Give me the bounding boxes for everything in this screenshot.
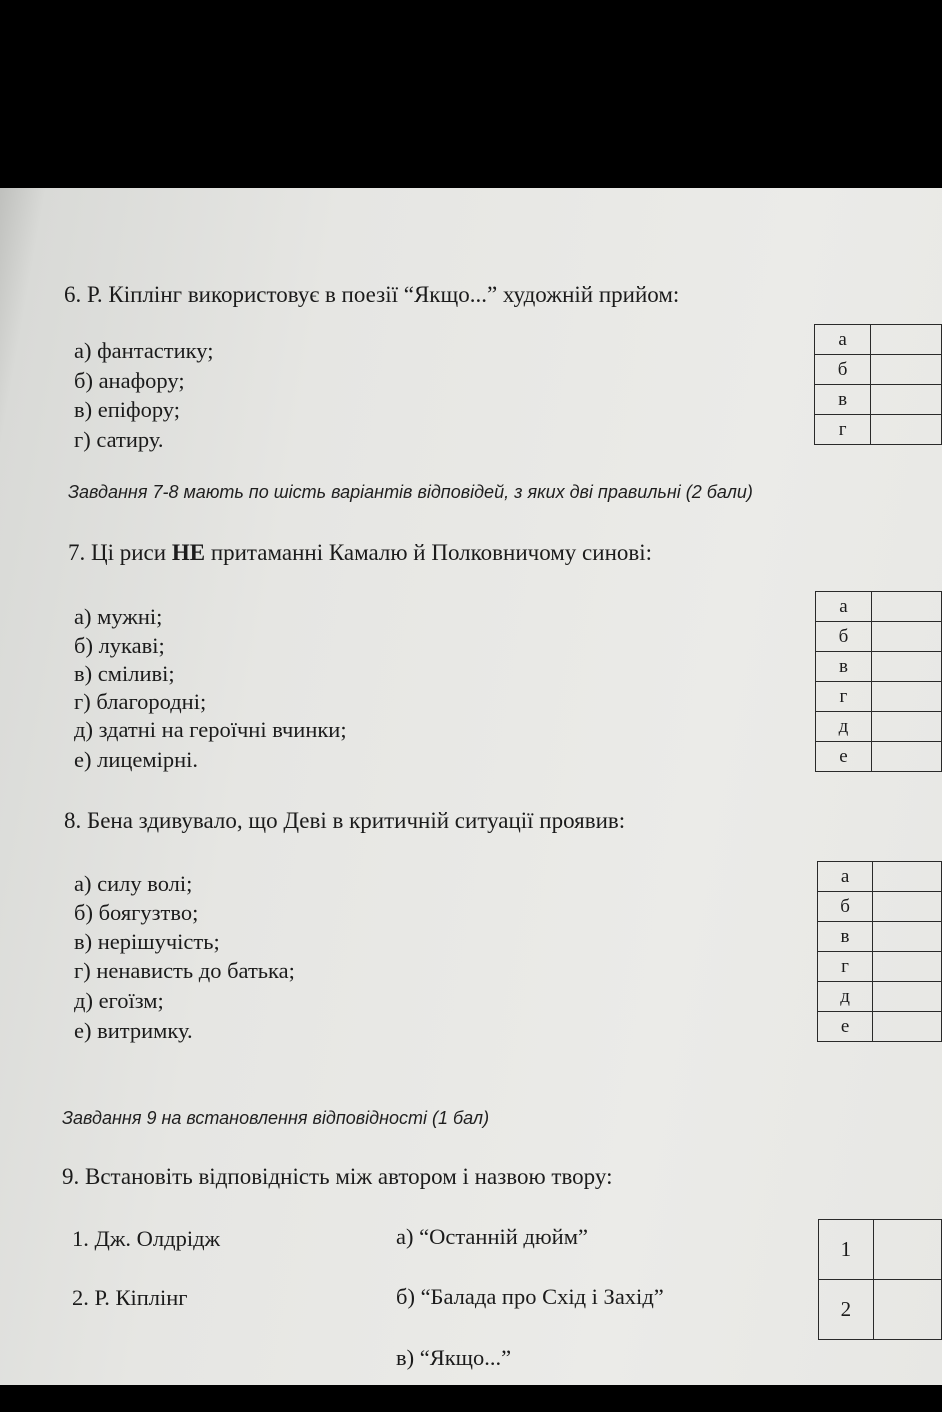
q6-answer-cell[interactable] <box>871 385 942 415</box>
q8-option-a: а) силу волі; <box>74 871 193 896</box>
q6-answer-cell[interactable] <box>871 355 942 385</box>
q6-answer-cell[interactable] <box>871 325 942 355</box>
q7-grid-label: е <box>816 742 872 772</box>
q6-title: 6. Р. Кіплінг використовує в поезії “Якщо...” художній прийом: <box>64 282 680 307</box>
q7-grid-label: в <box>816 652 872 682</box>
q7-answer-cell[interactable] <box>871 742 941 772</box>
q7-grid-label: д <box>816 712 872 742</box>
q8-answer-cell[interactable] <box>873 892 942 922</box>
q7-grid-label: а <box>816 592 872 622</box>
q7-answer-cell[interactable] <box>871 592 941 622</box>
q8-grid-label: а <box>818 862 873 892</box>
q7-answer-cell[interactable] <box>871 652 941 682</box>
q7-title-emphasis: НЕ <box>171 540 206 565</box>
q8-answer-grid <box>817 861 942 1042</box>
q6-grid-label: а <box>815 325 871 355</box>
q7-answer-cell[interactable] <box>871 622 941 652</box>
q8-answer-cell[interactable] <box>873 922 942 952</box>
q7-title-prefix: 7. Ці риси <box>68 540 172 565</box>
q7-grid-label: г <box>816 682 872 712</box>
q7-option-a: а) мужні; <box>74 604 163 629</box>
q7-answer-cell[interactable] <box>871 712 941 742</box>
q9-answer-cell[interactable] <box>873 1280 941 1340</box>
q7-title-suffix: притаманні Камалю й Полковничому синові: <box>205 540 653 565</box>
q9-work-c: в) “Якщо...” <box>396 1345 512 1370</box>
q8-option-e: д) егоїзм; <box>74 988 164 1013</box>
q9-title: 9. Встановіть відповідність між автором і назвою твору: <box>62 1164 613 1189</box>
q8-grid-label: е <box>818 1012 873 1042</box>
q7-answer-cell[interactable] <box>871 682 941 712</box>
q6-answer-grid <box>814 324 942 445</box>
q7-option-d: г) благородні; <box>74 689 207 714</box>
q8-grid-label: г <box>818 952 873 982</box>
q8-answer-cell[interactable] <box>873 952 942 982</box>
q8-grid-label: в <box>818 922 873 952</box>
q9-grid-label: 2 <box>819 1280 874 1340</box>
q7-option-f: е) лицемірні. <box>74 747 199 772</box>
q9-work-a: а) “Останній дюйм” <box>396 1224 588 1249</box>
q7-option-b: б) лукаві; <box>74 633 165 658</box>
q9-work-b: б) “Балада про Схід і Захід” <box>396 1284 664 1309</box>
q8-grid-label: б <box>818 892 873 922</box>
section-9-instructions: Завдання 9 на встановлення відповідності (1 бал) <box>62 1108 490 1128</box>
section-7-8-instructions: Завдання 7-8 мають по шість варіантів відповідей, з яких дві правильні (2 бали) <box>68 482 753 502</box>
q6-option-d: г) сатиру. <box>74 427 164 452</box>
q7-answer-grid <box>815 591 942 772</box>
q7-option-e: д) здатні на героїчні вчинки; <box>74 717 347 742</box>
q9-answer-cell[interactable] <box>873 1220 941 1280</box>
q6-answer-cell[interactable] <box>871 415 942 445</box>
q6-grid-label: б <box>815 355 871 385</box>
q7-title <box>68 540 652 566</box>
q9-answer-grid <box>818 1219 942 1340</box>
q8-option-b: б) боягузтво; <box>74 900 199 925</box>
q8-answer-cell[interactable] <box>873 1012 942 1042</box>
q8-option-d: г) ненависть до батька; <box>74 958 295 983</box>
q7-option-c: в) сміливі; <box>74 661 175 686</box>
q6-grid-label: г <box>815 415 871 445</box>
q8-option-c: в) нерішучість; <box>74 929 220 954</box>
q9-author-2: 2. Р. Кіплінг <box>72 1285 188 1310</box>
q6-grid-label: в <box>815 385 871 415</box>
q9-author-1: 1. Дж. Олдрідж <box>72 1226 221 1251</box>
q9-grid-label: 1 <box>819 1220 874 1280</box>
q8-answer-cell[interactable] <box>873 862 942 892</box>
q8-answer-cell[interactable] <box>873 982 942 1012</box>
q8-title: 8. Бена здивувало, що Деві в критичній ситуації проявив: <box>64 808 626 833</box>
q8-option-f: е) витримку. <box>74 1018 193 1043</box>
worksheet-page <box>0 188 942 1385</box>
q6-option-c: в) епіфору; <box>74 397 181 422</box>
q7-grid-label: б <box>816 622 872 652</box>
q6-option-a: а) фантастику; <box>74 338 214 363</box>
q8-grid-label: д <box>818 982 873 1012</box>
q6-option-b: б) анафору; <box>74 368 185 393</box>
